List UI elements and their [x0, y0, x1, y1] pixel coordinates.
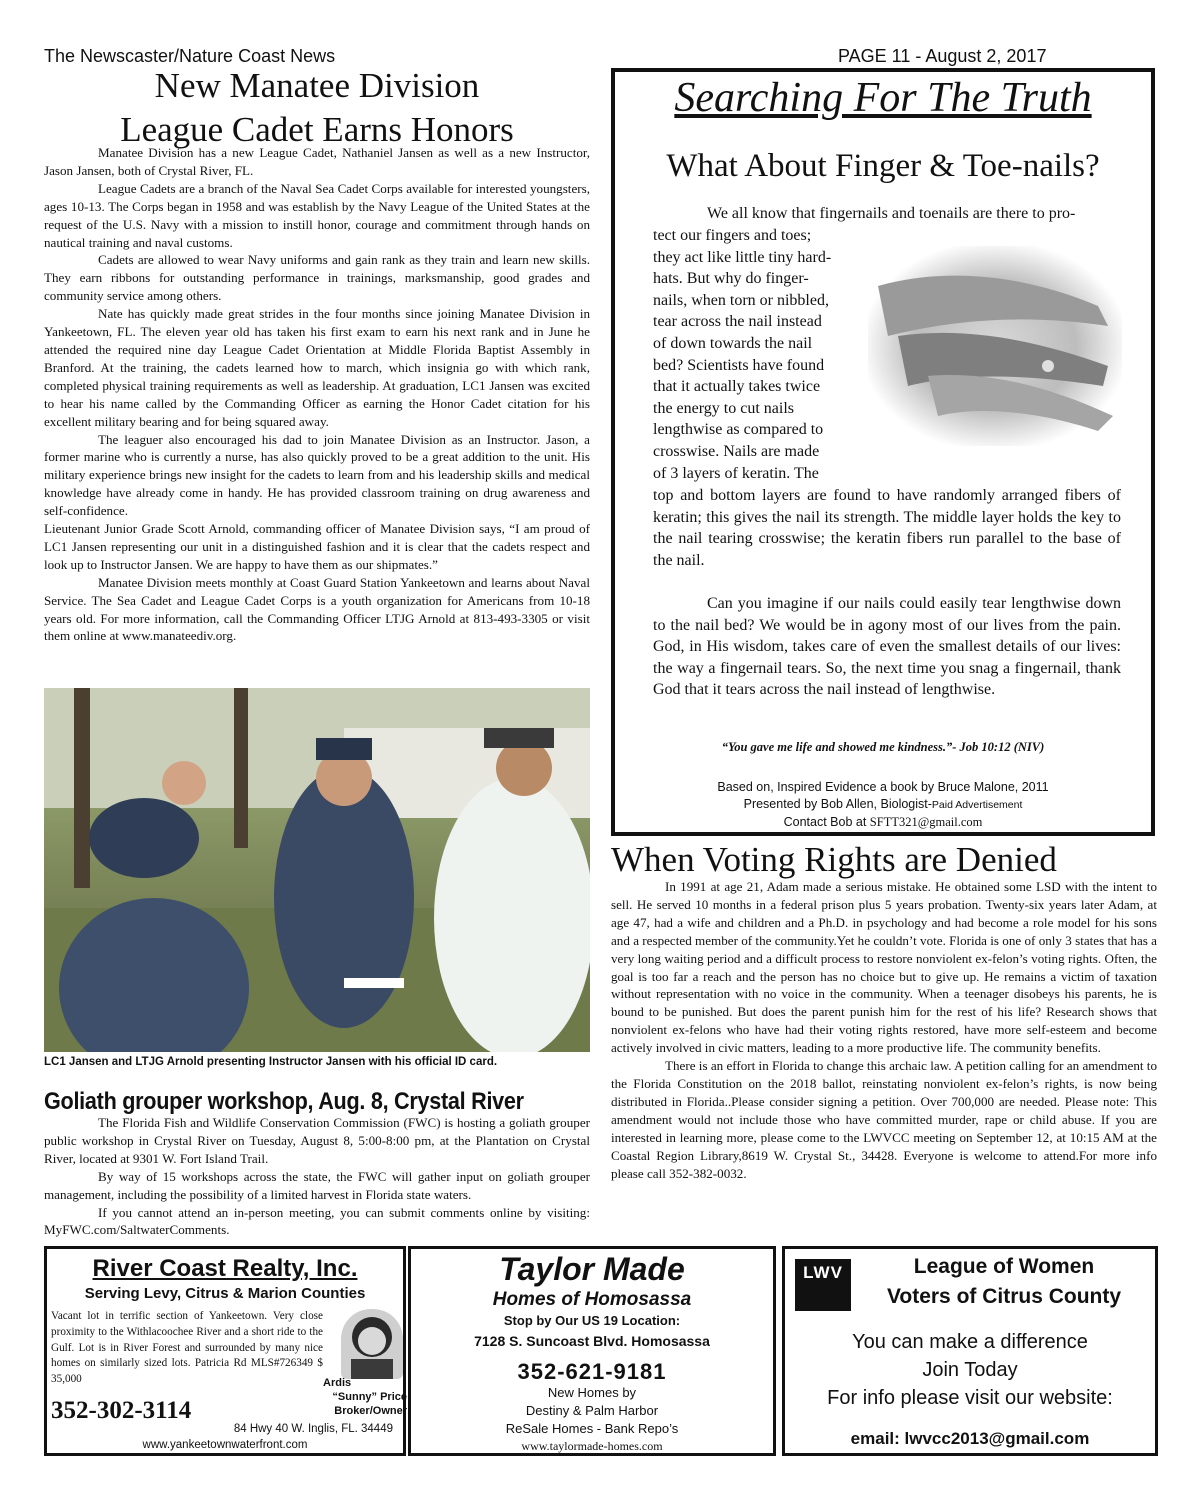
truth-title: Searching For The Truth — [674, 75, 1092, 121]
league-name-2: Voters of Citrus County — [886, 1285, 1122, 1308]
truth-para1-rest: top and bottom layers are found to have randomly arranged fibers of keratin; this gives the nail its strength. The middle layer holds the key to the nail tearing crosswise; the keratin fibers run parallel to the base of the nail. — [653, 487, 1121, 569]
truth-para2: Can you imagine if our nails could easily tear lengthwise down to the nail bed? We would be in agony most of our lives from the pain. God, in His wisdom, takes care of even the smallest details of our lives: the way a fingernail tears. So, the next time you snag a fingernail, thank God that it tears across the nail instead of lengthwise. — [653, 595, 1121, 699]
taylor-website[interactable]: www.taylormade-homes.com — [521, 1439, 663, 1453]
agent-photo — [341, 1309, 403, 1379]
paragraph: The leaguer also encouraged his dad to join Manatee Division as an Instructor. Jason, a former marine who is currently a nurse, has also quickly proved to be a great addition to the unit. His military experience brings new insight for the cadets to learn from and his leadership skills and medical knowledge have already come in handy. He has provided classroom training on drug awareness and self-confidence. — [44, 431, 590, 519]
cadet-ceremony-photo — [44, 688, 590, 1052]
voting-body — [611, 878, 1157, 1182]
goliath-headline: Goliath grouper workshop, Aug. 8, Crystal River — [44, 1088, 524, 1115]
realty-phone: 352-302-3114 — [51, 1397, 192, 1424]
paragraph: The Florida Fish and Wildlife Conservation Commission (FWC) is hosting a goliath grouper public workshop in Crystal River on Tuesday, August 8, 5:00-8:00 pm, at the Plantation on Crystal River, located at 9301 W. Fort Island Trail. — [44, 1115, 590, 1166]
credit-contact: Contact Bob at SFTT321@gmail.com — [783, 815, 983, 829]
agent-name: “Sunny” Price — [332, 1391, 407, 1403]
league-ad — [782, 1246, 1158, 1456]
photo-illustration — [44, 688, 590, 1052]
realty-ad — [44, 1246, 406, 1456]
paragraph: Cadets are allowed to wear Navy uniforms and gain rank as they train and learn new skills. They earn ribbons for outstanding performance in trainings, marksmanship, good grades and community service among others. — [44, 252, 590, 304]
paragraph: Nate has quickly made great strides in the four months since joining Manatee Division in Yankeetown, FL. The eleven year old has taken his first exam to earn his next rank and in June he attended the required nine day League Cadet Orientation at Middle Florida Baptist Assembly in Branford. At the training, the cadets learned how to march, which insignia go with which rank, completed physical training requirements as well as leadership. At graduation, LC1 Jansen was excited to hear his name called by the Commanding Officer as earning the Honor Cadet citation for his excellent military bearing and for being squared away. — [44, 306, 590, 429]
realty-tagline: Serving Levy, Citrus & Marion Counties — [84, 1285, 366, 1302]
lwv-logo: LWV — [795, 1259, 851, 1311]
agent-title: Broker/Owner — [334, 1405, 407, 1417]
league-line2: Join Today — [922, 1359, 1018, 1381]
taylor-made-ad — [408, 1246, 776, 1456]
taylor-line2: Destiny & Palm Harbor — [525, 1403, 659, 1418]
taylor-sub: Homes of Homosassa — [492, 1289, 692, 1310]
goliath-body — [44, 1114, 590, 1239]
taylor-phone: 352-621-9181 — [517, 1359, 667, 1384]
taylor-line1: New Homes by — [547, 1385, 637, 1400]
voting-headline: When Voting Rights are Denied — [611, 840, 1057, 879]
league-email[interactable]: email: lwvcc2013@gmail.com — [850, 1429, 1090, 1448]
hands-illustration — [868, 246, 1122, 446]
league-name-1: League of Women — [913, 1255, 1095, 1278]
realty-description: Vacant lot in terrific section of Yankeetown. Very close proximity to the Withlacoochee River and a short ride to the Gulf. Lot is in River Forest and surrounded by many nice homes on similarly sized lots. Patricia Rd MLS#726349 $ 35,000 — [51, 1310, 323, 1386]
paragraph: By way of 15 workshops across the state, the FWC will gather input on goliath grouper management, including the possibility of a limited harvest in Florida state waters. — [44, 1168, 590, 1202]
manatee-headline: New Manatee Division League Cadet Earns Honors — [120, 66, 514, 149]
bible-quote: “You gave me life and showed me kindness.”- Job 10:12 (NIV) — [721, 740, 1045, 754]
paragraph: Manatee Division has a new League Cadet, Nathaniel Jansen as well as a new Instructor, Jason Jansen, both of Crystal River, FL. — [44, 145, 590, 178]
taylor-address: 7128 S. Suncoast Blvd. Homosassa — [474, 1333, 710, 1349]
photo-caption: LC1 Jansen and LTJG Arnold presenting Instructor Jansen with his official ID card. — [44, 1056, 498, 1068]
newspaper-name: The Newscaster/Nature Coast News — [44, 46, 336, 66]
paragraph: Manatee Division meets monthly at Coast Guard Station Yankeetown and learns about Naval Service. The Sea Cadet and League Cadet Corps is a youth organization for Americans from 10-18 years old. For more information, call the Commanding Officer LTJG Arnold at 813-493-3305 or visit them online at www.manateediv.org. — [44, 574, 590, 644]
paragraph: There is an effort in Florida to change this archaic law. A petition calling for an amendment to the Florida Constitution on the 2018 ballot, reinstating nonviolent ex-felon’s rights, is now being distributed in Florida..Please consider signing a petition. Over 700,000 are needed. Please note: This amendment would not include those who have committed murder, rape or child abuse. If you are interested in learning more, please come to the LWVCC meeting on September 12, at 10:15 AM at the Coastal Region Library,8619 W. Crystal St., 34428. Everyone is welcome to attend.For more info please call 352-382-0032. — [611, 1058, 1157, 1181]
credit-presenter: Presented by Bob Allen, Biologist-Paid Advertisement — [743, 797, 1023, 811]
truth-wrap-text: tect our fingers and toes; they act like little tiny hard- hats. But why do finger- nails, when torn or nibbled, tear across the nail instead of down towards the nail bed? Scientists have found that it actually takes twice the energy to cut nails lengthwise as compared to crosswise. Nails are made of 3 layers of keratin. The — [653, 227, 832, 482]
paragraph: Lieutenant Junior Grade Scott Arnold, commanding officer of Manatee Division says, “I am proud of LC1 Jansen representing our unit in a distinguished fashion and it is clear that the cadets respect and look up to Instructor Jansen. We are happy to have them as our shipmates.” — [44, 521, 590, 572]
manatee-body — [44, 144, 590, 645]
taylor-name: Taylor Made — [499, 1251, 685, 1287]
league-line1: You can make a difference — [852, 1331, 1088, 1353]
truth-lead-line: We all know that fingernails and toenails are there to pro- — [707, 205, 1076, 222]
truth-subtitle: What About Finger & Toe-nails? — [666, 148, 1100, 184]
realty-name: River Coast Realty, Inc. — [92, 1255, 358, 1282]
taylor-stop: Stop by Our US 19 Location: — [503, 1313, 681, 1328]
credit-book: Based on, Inspired Evidence a book by Bruce Malone, 2011 — [717, 780, 1049, 794]
realty-website[interactable]: www.yankeetownwaterfront.com — [142, 1439, 308, 1451]
paragraph: If you cannot attend an in-person meeting, you can submit comments online by visiting: MyFWC.com/SaltwaterComments. — [44, 1204, 590, 1238]
paragraph: League Cadets are a branch of the Naval Sea Cadet Corps available for interested youngsters, ages 10-13. The Corps began in 1958 and was establish by the Navy League of the United States at the request of the U.S. Navy with a mission to instill honor, courage and commitment through hands on nautical training and naval customs. — [44, 180, 590, 250]
agent-name-first: Ardis — [323, 1377, 352, 1389]
realty-address: 84 Hwy 40 W. Inglis, FL. 34449 — [233, 1423, 393, 1435]
page-date: PAGE 11 - August 2, 2017 — [838, 46, 1047, 66]
league-line3: For info please visit our website: — [827, 1387, 1113, 1409]
contact-email[interactable]: SFTT321@gmail.com — [869, 815, 983, 829]
hands-photo — [868, 246, 1122, 446]
agent-portrait — [341, 1309, 403, 1379]
taylor-line3: ReSale Homes - Bank Repo’s — [505, 1421, 679, 1436]
paragraph: In 1991 at age 21, Adam made a serious mistake. He obtained some LSD with the intent to sell. He served 10 months in a federal prison plus 5 years probation. Twenty-six years later Adam, at age 47, had a wife and children and a Ph.D. in psychology and had become a role model for his sons and a respected member of the community.Yet he couldn’t vote. Florida is one of only 3 states that has a very long waiting period and a difficult process to restore nonviolent ex-felon’s voting rights. Often, the goal is too far a reach and the person has no choice but to give up. He remains a victim of taxation without representation with no voice in the community. When a teenager disobeys his parents, he is bound to be punished. But does the parent punish him for the rest of his life? Research shows that nonviolent ex-felons who have had their voting rights restored, have more self-esteem and become actively involved in civic matters, leading to a more productive life. The community benefits. — [611, 879, 1157, 1056]
